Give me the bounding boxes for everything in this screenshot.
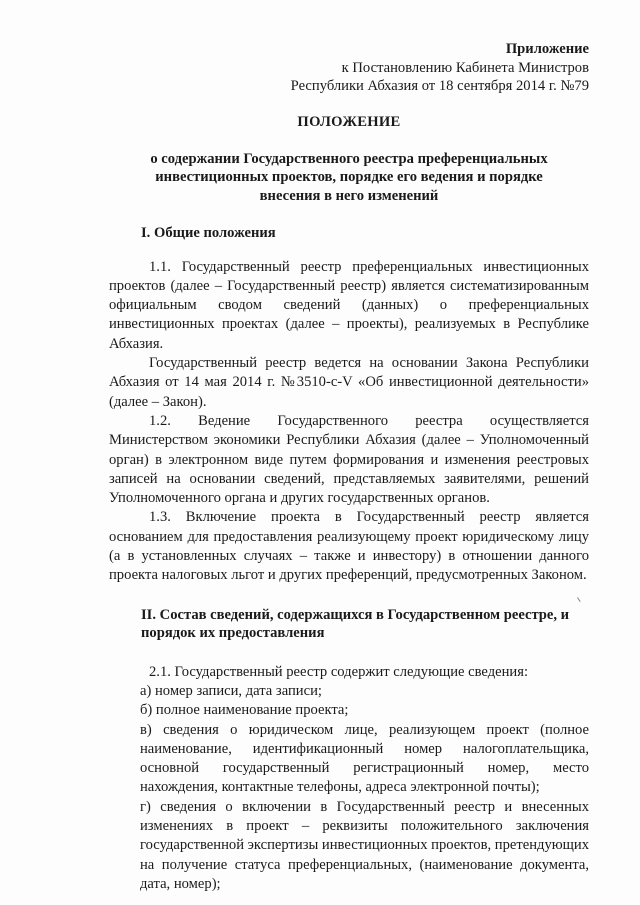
section-2-items xyxy=(140,682,589,894)
appendix-label: Приложение xyxy=(505,41,589,57)
appendix-line-1: к Постановлению Кабинета Министров xyxy=(341,59,589,76)
appendix-header xyxy=(109,40,589,96)
list-item-g: г) сведения о включении в Государственный реестр и внесенных изменениях в проект – реквизиты положительного заключения государственной экспертизы инвестиционных проектов, претендующих на получение статуса преференциальных, (наименование документа, дата, номер); xyxy=(140,798,589,892)
section-1-heading: I. Общие положения xyxy=(141,225,276,242)
list-item-v: в) сведения о юридическом лице, реализующем проект (полное наименование, идентификационный номер налогоплательщика, основной государственный регистрационный номер, место нахождения, контактные телефоны, адреса электронной почты); xyxy=(140,721,589,796)
paragraph-1-1: 1.1. Государственный реестр преференциальных инвестиционных проектов (далее – Государственный реестр) является систематизированным официальным сводом сведений (данных) о преференциальных инвестиционных проектах (далее – проекты), реализуемых в Республике Абхазия. xyxy=(109,258,589,352)
document-subtitle: о содержании Государственного реестра преференциальных инвестиционных проектов, порядке его ведения и порядке внесения в него изменений xyxy=(150,150,548,204)
paragraph-2-1: 2.1. Государственный реестр содержит следующие сведения: xyxy=(149,663,529,680)
paragraph-1-1b: Государственный реестр ведется на основании Закона Республики Абхазия от 14 мая 2014 г. №3510-с-V «Об инвестиционной деятельности» (далее – Закон). xyxy=(109,355,589,410)
list-item-a: а) номер записи, дата записи; xyxy=(140,682,322,699)
section-2-heading: II. Состав сведений, содержащихся в Государственном реестре, и порядок их предоставления xyxy=(141,606,570,642)
list-item-b: б) полное наименование проекта; xyxy=(140,702,349,719)
paragraph-1-2: 1.2. Ведение Государственного реестра осуществляется Министерством экономики Республики Абхазия (далее – Уполномоченный орган) в электронном виде путем формирования и изменения реестровых записей на основании сведений, представляемых заявителями, решений Уполномоченного органа и других государственных органов. xyxy=(109,412,589,507)
document-title: ПОЛОЖЕНИЕ xyxy=(297,113,401,130)
paragraph-1-3: 1.3. Включение проекта в Государственный реестр является основанием для предоставления реализующему проект юридическому лицу (а в установленных случаях – также и инвестору) в отношении данного проекта налоговых льгот и других преференций, предусмотренных Законом. xyxy=(109,509,589,584)
appendix-line-2: Республики Абхазия от 18 сентября 2014 г. №79 xyxy=(290,78,589,94)
document-body xyxy=(109,40,589,894)
